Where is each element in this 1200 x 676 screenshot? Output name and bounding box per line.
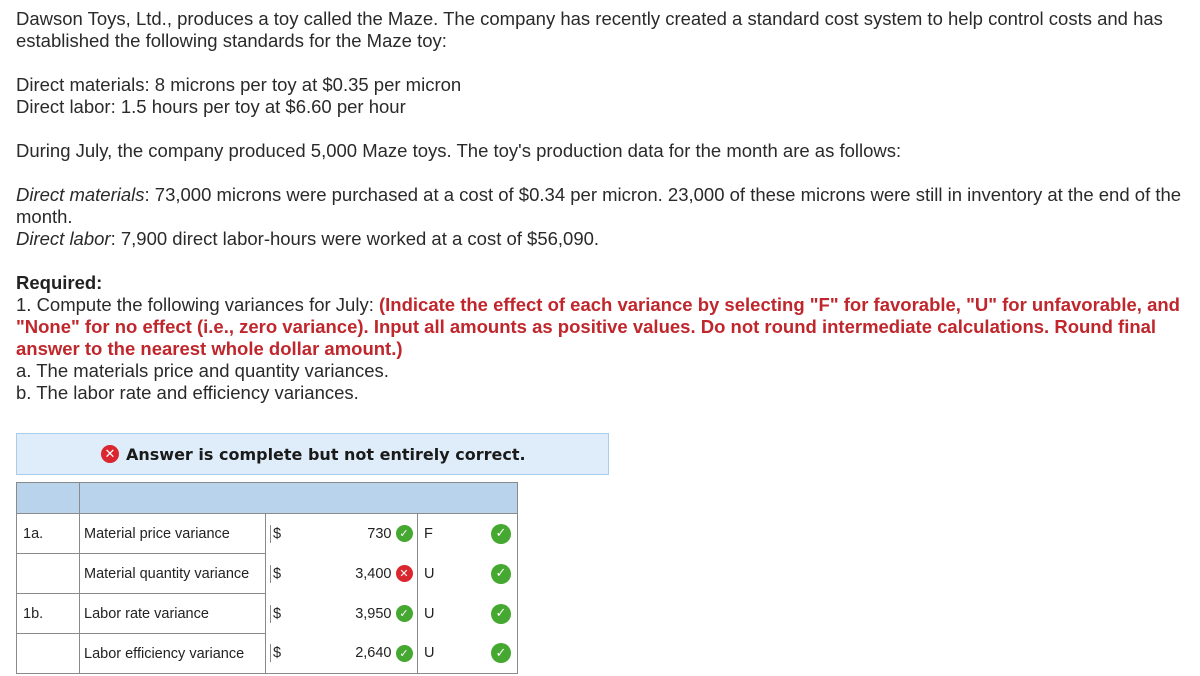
answer-status-banner bbox=[16, 433, 609, 475]
requirement-a: a. The materials price and quantity variances. bbox=[16, 360, 389, 381]
effect-select[interactable]: U bbox=[418, 594, 458, 634]
req1-text: 1. Compute the following variances for July: bbox=[16, 294, 379, 315]
currency-symbol: $ bbox=[270, 525, 281, 543]
table-row bbox=[17, 634, 518, 674]
correct-check-icon: ✓ bbox=[396, 525, 413, 542]
direct-labor-data bbox=[16, 228, 1188, 250]
dm-text: : 73,000 microns were purchased at a cost of $0.34 per micron. 23,000 of these microns were still in inventory at the end of the month. bbox=[16, 184, 1182, 227]
effect-select[interactable]: U bbox=[418, 634, 458, 674]
dl-label: Direct labor bbox=[16, 228, 111, 249]
amount-input[interactable]: 730 bbox=[367, 525, 392, 542]
answer-table bbox=[16, 482, 518, 674]
variance-label: Material quantity variance bbox=[80, 554, 266, 594]
effect-select[interactable]: F bbox=[418, 514, 458, 554]
table-header-row bbox=[17, 483, 518, 514]
intro-text: Dawson Toys, Ltd., produces a toy called the Maze. The company has recently created a standard cost system to help control costs and has established the following standards for the Maze toy: bbox=[16, 8, 1163, 51]
table-row bbox=[17, 594, 518, 634]
correct-check-icon: ✓ bbox=[396, 645, 413, 662]
standard-labor: Direct labor: 1.5 hours per toy at $6.60 per hour bbox=[16, 96, 406, 117]
banner-text: Answer is complete but not entirely correct. bbox=[126, 444, 526, 464]
requirement-1 bbox=[16, 294, 1188, 360]
dl-text: : 7,900 direct labor-hours were worked at a cost of $56,090. bbox=[110, 228, 600, 249]
dm-label: Direct materials bbox=[16, 184, 145, 205]
row-correct-check-icon: ✓ bbox=[491, 564, 511, 584]
part-label bbox=[17, 634, 80, 674]
part-label: 1a. bbox=[17, 514, 80, 554]
row-correct-check-icon: ✓ bbox=[491, 604, 511, 624]
effect-select[interactable]: U bbox=[418, 554, 458, 594]
required-label: Required: bbox=[16, 272, 103, 293]
problem-statement bbox=[16, 8, 1188, 404]
incorrect-x-icon: ✕ bbox=[396, 565, 413, 582]
currency-symbol: $ bbox=[270, 605, 281, 623]
part-label: 1b. bbox=[17, 594, 80, 634]
x-circle-icon: ✕ bbox=[101, 445, 119, 463]
row-correct-check-icon: ✓ bbox=[491, 524, 511, 544]
part-label bbox=[17, 554, 80, 594]
correct-check-icon: ✓ bbox=[396, 605, 413, 622]
amount-input[interactable]: 3,950 bbox=[355, 605, 392, 622]
req1-instructions: (Indicate the effect of each variance by selecting "F" for favorable, "U" for unfavorable, and "None" for no effect (i.e., zero variance). Input all amounts as positive values. Do not round intermediate calculations. Round final answer to the nearest whole dollar amount.) bbox=[16, 294, 1180, 359]
direct-materials-data bbox=[16, 184, 1188, 228]
variance-label: Labor rate variance bbox=[80, 594, 266, 634]
currency-symbol: $ bbox=[270, 565, 281, 583]
standard-materials: Direct materials: 8 microns per toy at $0.35 per micron bbox=[16, 74, 462, 95]
table-row bbox=[17, 514, 518, 554]
currency-symbol: $ bbox=[270, 644, 281, 662]
requirement-b: b. The labor rate and efficiency variances. bbox=[16, 382, 359, 403]
table-row bbox=[17, 554, 518, 594]
row-correct-check-icon: ✓ bbox=[491, 643, 511, 663]
amount-input[interactable]: 2,640 bbox=[355, 645, 392, 662]
variance-label: Labor efficiency variance bbox=[80, 634, 266, 674]
amount-input[interactable]: 3,400 bbox=[355, 565, 392, 582]
july-text: During July, the company produced 5,000 Maze toys. The toy's production data for the month are as follows: bbox=[16, 140, 902, 161]
variance-label: Material price variance bbox=[80, 514, 266, 554]
